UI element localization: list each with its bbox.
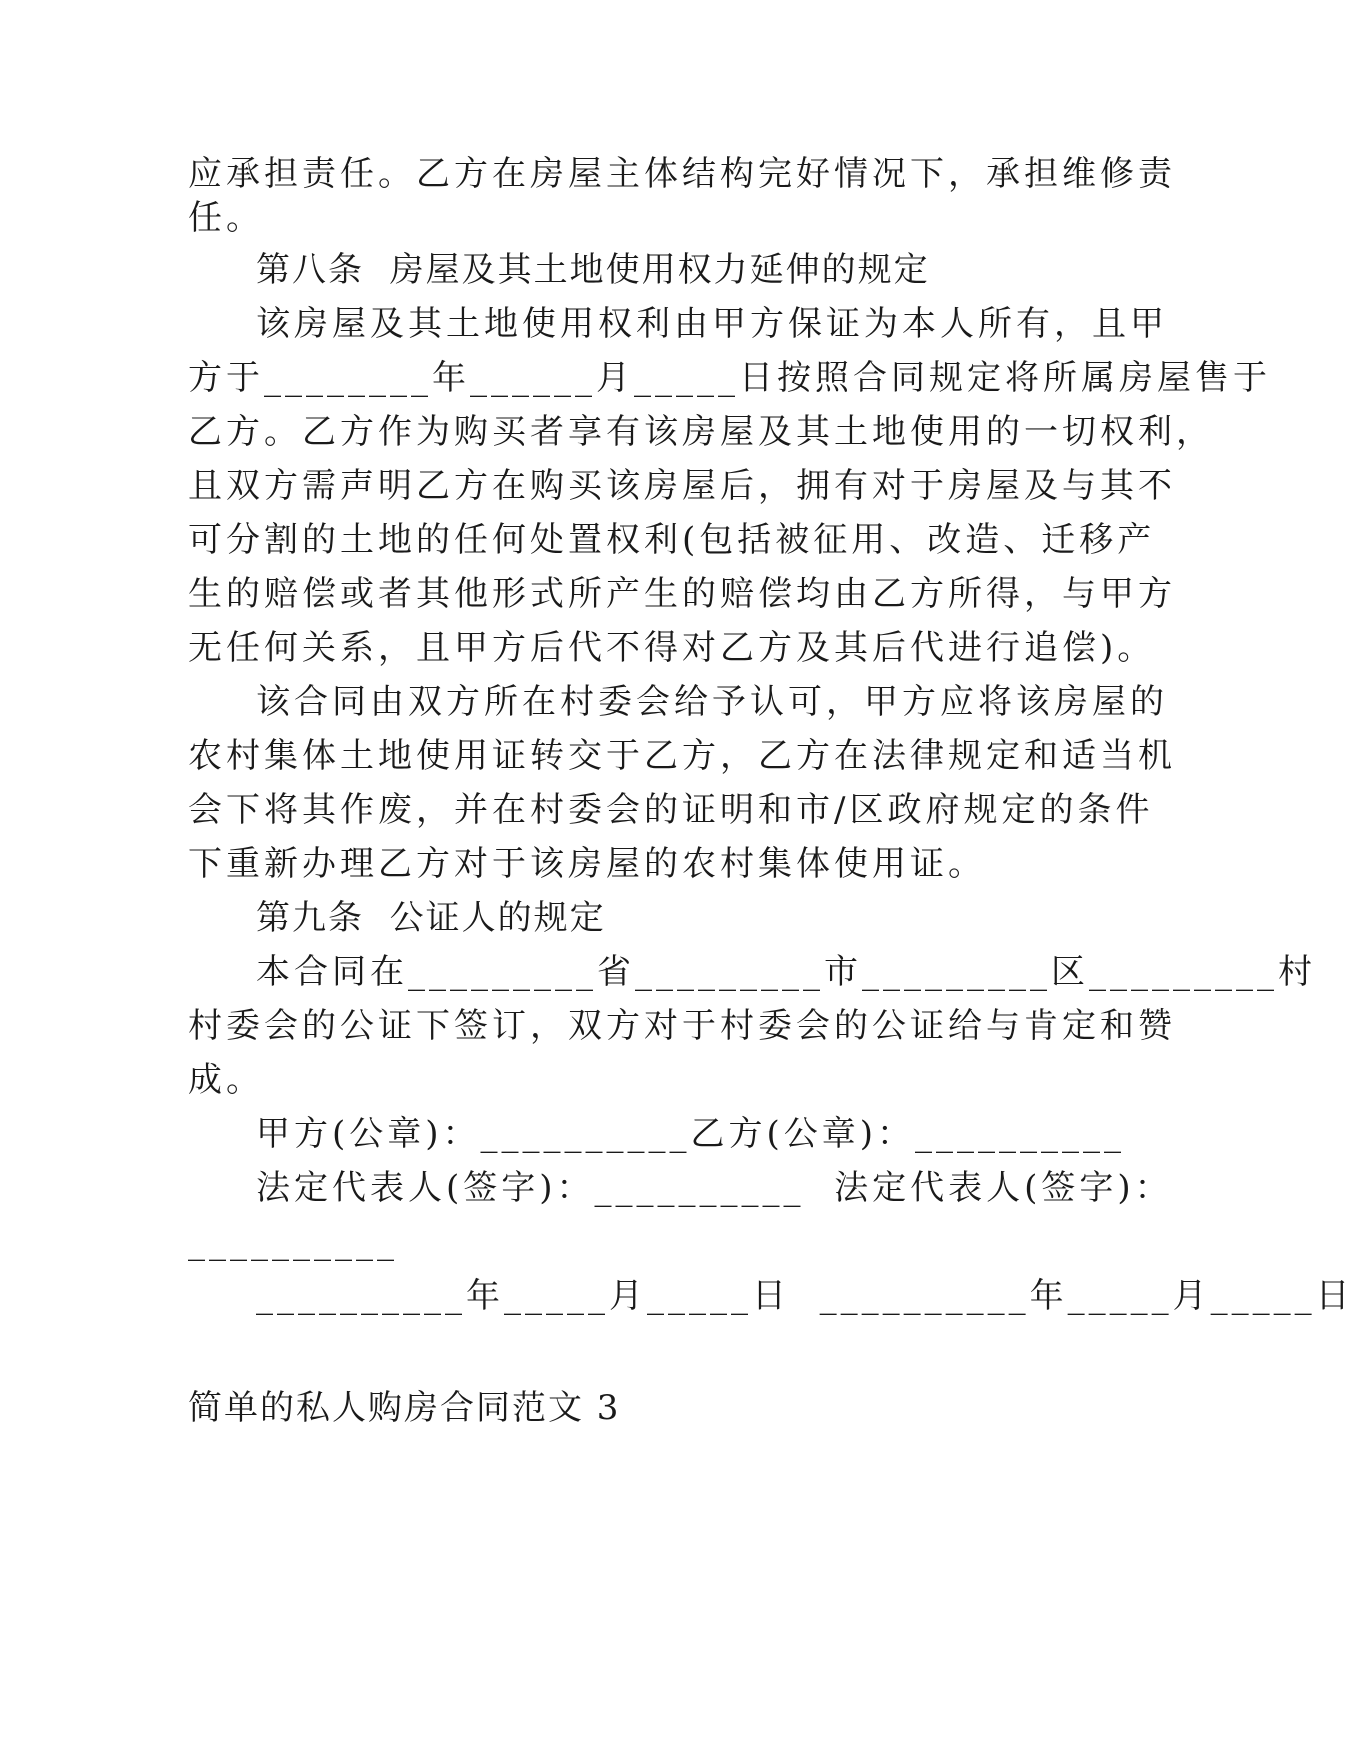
paragraph-line: 村委会的公证下签订，双方对于村委会的公证给与肯定和赞 — [188, 1006, 1176, 1046]
paragraph-line: 且双方需声明乙方在购买该房屋后，拥有对于房屋及与其不 — [188, 466, 1176, 506]
paragraph-line: 该房屋及其土地使用权利由甲方保证为本人所有，且甲 — [256, 304, 1168, 344]
paragraph-line: 无任何关系，且甲方后代不得对乙方及其后代进行追偿)。 — [188, 628, 1156, 668]
next-section-title: 简单的私人购房合同范文 3 — [188, 1388, 621, 1428]
signature-date-line: __________年_____月_____日 __________年_____月_____日 — [256, 1276, 1354, 1316]
paragraph-line: 下重新办理乙方对于该房屋的农村集体使用证。 — [188, 844, 986, 884]
paragraph-line: 可分割的土地的任何处置权利(包括被征用、改造、迁移产 — [188, 520, 1156, 560]
section-heading-9: 第九条 公证人的规定 — [256, 898, 606, 938]
paragraph-line: 方于________年______月_____日按照合同规定将所属房屋售于 — [188, 358, 1271, 398]
paragraph-line: 乙方。乙方作为购买者享有该房屋及其土地使用的一切权利， — [188, 412, 1214, 452]
paragraph-line: 会下将其作废，并在村委会的证明和市/区政府规定的条件 — [188, 790, 1154, 830]
signature-line-seal: 甲方(公章)：__________乙方(公章)：__________ — [256, 1114, 1126, 1154]
paragraph-line: 成。 — [188, 1060, 264, 1100]
paragraph-line: 生的赔偿或者其他形式所产生的赔偿均由乙方所得，与甲方 — [188, 574, 1176, 614]
paragraph-line: 本合同在_________省_________市_________区_________村 — [256, 952, 1316, 992]
section-heading-8: 第八条 房屋及其土地使用权力延伸的规定 — [256, 250, 930, 290]
signature-line-representative: 法定代表人(签字)：__________ 法定代表人(签字)： — [256, 1168, 1173, 1208]
signature-blank: __________ — [188, 1222, 398, 1262]
paragraph-line: 农村集体土地使用证转交于乙方，乙方在法律规定和适当机 — [188, 736, 1176, 776]
paragraph-line: 该合同由双方所在村委会给予认可，甲方应将该房屋的 — [256, 682, 1168, 722]
paragraph-line: 应承担责任。乙方在房屋主体结构完好情况下，承担维修责 — [188, 154, 1176, 194]
paragraph-line: 任。 — [188, 198, 264, 238]
